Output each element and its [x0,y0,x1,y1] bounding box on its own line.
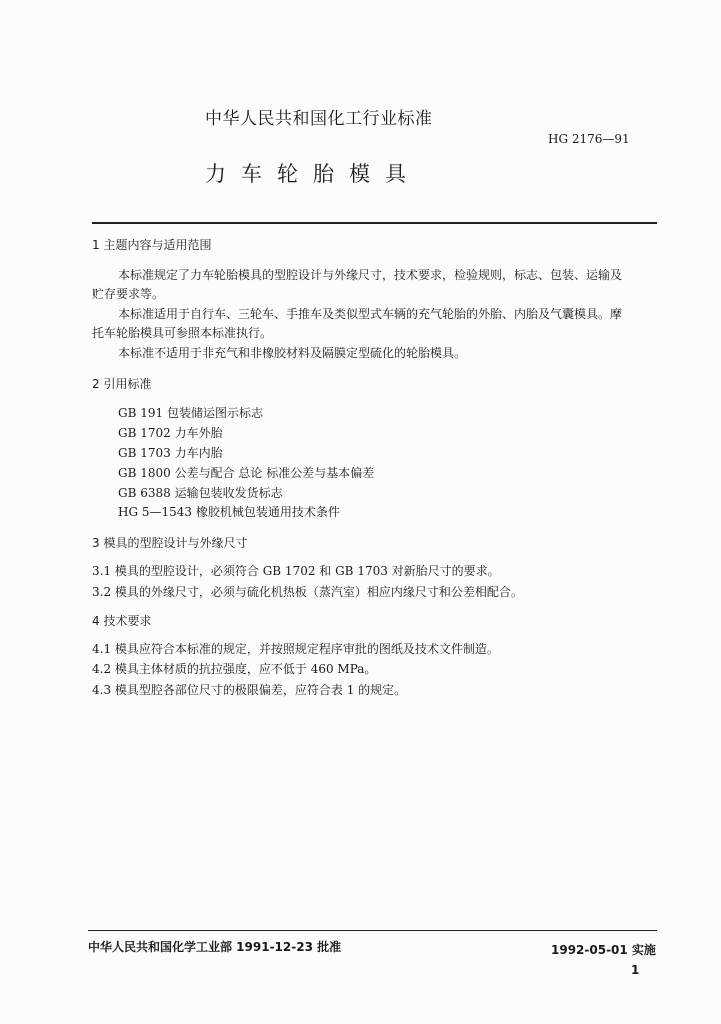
section-2-heading: 2 引用标准 [92,377,152,391]
reference-item: GB 6388 运输包装收发货标志 [118,486,283,500]
section-1-p3: 本标准不适用于非充气和非橡胶材料及隔膜定型硫化的轮胎模具。 [118,346,467,360]
document-title: 力车轮胎模具 [205,162,421,186]
clause-3-1: 3.1 模具的型腔设计，必须符合 GB 1702 和 GB 1703 对新胎尺寸的要求。 [92,564,500,578]
top-rule [92,222,657,224]
reference-item: GB 1703 力车内胎 [118,446,223,460]
clause-3-2: 3.2 模具的外缘尺寸，必须与硫化机热板（蒸汽室）相应内缘尺寸和公差相配合。 [92,585,523,599]
reference-item: HG 5—1543 橡胶机械包装通用技术条件 [118,505,340,519]
reference-item: GB 191 包装储运图示标志 [118,406,263,420]
section-1-p2-line2: 托车轮胎模具可参照本标准执行。 [92,326,273,340]
page-number: 1 [631,963,640,977]
bottom-rule [88,930,657,931]
approval-statement: 中华人民共和国化学工业部 1991-12-23 批准 [88,940,342,954]
section-1-p1-line2: 贮存要求等。 [92,287,165,301]
org-title: 中华人民共和国化工行业标准 [205,109,433,129]
effective-date: 1992-05-01 实施 [551,943,656,957]
section-1-p2-line1: 本标准适用于自行车、三轮车、手推车及类似型式车辆的充气轮胎的外胎、内胎及气囊模具。摩 [118,307,623,321]
clause-4-2: 4.2 模具主体材质的抗拉强度，应不低于 460 MPa。 [92,662,377,676]
clause-4-3: 4.3 模具型腔各部位尺寸的极限偏差，应符合表 1 的规定。 [92,683,407,697]
clause-4-1: 4.1 模具应符合本标准的规定，并按照规定程序审批的图纸及技术文件制造。 [92,642,499,656]
reference-item: GB 1800 公差与配合 总论 标准公差与基本偏差 [118,466,375,480]
standard-code: HG 2176—91 [548,132,630,146]
section-4-heading: 4 技术要求 [92,614,152,628]
reference-item: GB 1702 力车外胎 [118,426,223,440]
section-1-heading: 1 主题内容与适用范围 [92,238,212,252]
section-1-p1-line1: 本标准规定了力车轮胎模具的型腔设计与外缘尺寸，技术要求，检验规则，标志、包装、运输及 [118,268,623,282]
section-3-heading: 3 模具的型腔设计与外缘尺寸 [92,536,248,550]
